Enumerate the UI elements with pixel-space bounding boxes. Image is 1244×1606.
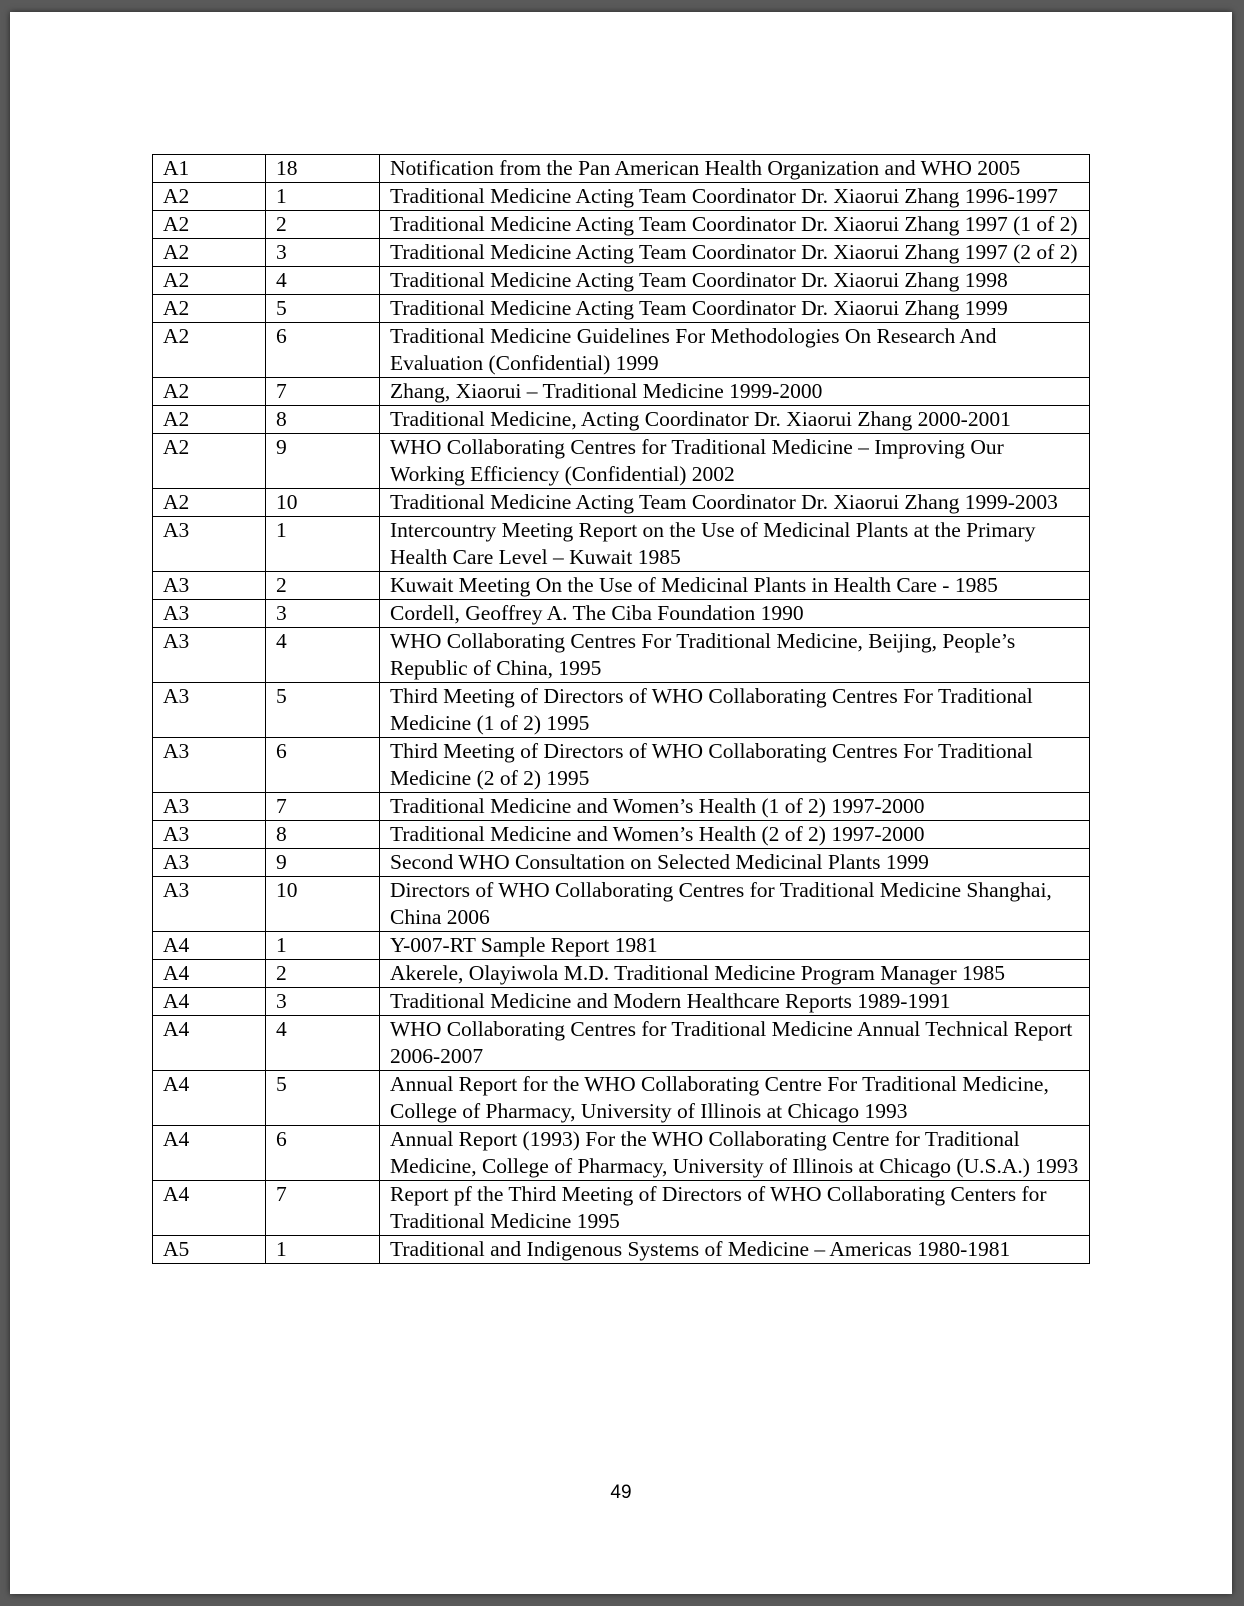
folder-cell: 5 — [266, 1071, 380, 1126]
folder-cell: 1 — [266, 183, 380, 211]
table-row — [153, 406, 1090, 434]
title-cell: Annual Report for the WHO Collaborating Centre For Traditional Medicine, College of Pharmacy, University of Illinois at Chicago 1993 — [380, 1071, 1090, 1126]
table-row — [153, 877, 1090, 932]
box-cell: A2 — [153, 267, 266, 295]
box-cell: A4 — [153, 1126, 266, 1181]
inventory-table-body — [153, 155, 1090, 1264]
title-cell: WHO Collaborating Centres for Traditional Medicine Annual Technical Report 2006-2007 — [380, 1016, 1090, 1071]
folder-cell: 4 — [266, 267, 380, 295]
title-cell: Directors of WHO Collaborating Centres for Traditional Medicine Shanghai, China 2006 — [380, 877, 1090, 932]
folder-cell: 18 — [266, 155, 380, 183]
title-cell: Traditional Medicine Acting Team Coordinator Dr. Xiaorui Zhang 1999 — [380, 295, 1090, 323]
table-row — [153, 683, 1090, 738]
folder-cell: 7 — [266, 1181, 380, 1236]
title-cell: Zhang, Xiaorui – Traditional Medicine 1999-2000 — [380, 378, 1090, 406]
folder-cell: 5 — [266, 295, 380, 323]
folder-cell: 8 — [266, 406, 380, 434]
box-cell: A3 — [153, 738, 266, 793]
title-cell: Annual Report (1993) For the WHO Collaborating Centre for Traditional Medicine, College of Pharmacy, University of Illinois at Chicago (U.S.A.) 1993 — [380, 1126, 1090, 1181]
folder-cell: 10 — [266, 877, 380, 932]
folder-cell: 1 — [266, 517, 380, 572]
folder-cell: 2 — [266, 572, 380, 600]
table-row — [153, 1236, 1090, 1264]
title-cell: Traditional Medicine Guidelines For Methodologies On Research And Evaluation (Confidential) 1999 — [380, 323, 1090, 378]
box-cell: A4 — [153, 932, 266, 960]
title-cell: Traditional Medicine and Modern Healthcare Reports 1989-1991 — [380, 988, 1090, 1016]
title-cell: Traditional Medicine Acting Team Coordinator Dr. Xiaorui Zhang 1999-2003 — [380, 489, 1090, 517]
title-cell: Akerele, Olayiwola M.D. Traditional Medicine Program Manager 1985 — [380, 960, 1090, 988]
title-cell: Traditional Medicine Acting Team Coordinator Dr. Xiaorui Zhang 1996-1997 — [380, 183, 1090, 211]
folder-cell: 7 — [266, 793, 380, 821]
folder-cell: 4 — [266, 628, 380, 683]
title-cell: WHO Collaborating Centres for Traditional Medicine – Improving Our Working Efficiency (Confidential) 2002 — [380, 434, 1090, 489]
box-cell: A2 — [153, 323, 266, 378]
title-cell: Intercountry Meeting Report on the Use of Medicinal Plants at the Primary Health Care Level – Kuwait 1985 — [380, 517, 1090, 572]
box-cell: A3 — [153, 877, 266, 932]
title-cell: Traditional Medicine, Acting Coordinator Dr. Xiaorui Zhang 2000-2001 — [380, 406, 1090, 434]
title-cell: Y-007-RT Sample Report 1981 — [380, 932, 1090, 960]
box-cell: A2 — [153, 295, 266, 323]
box-cell: A2 — [153, 239, 266, 267]
document-page — [10, 12, 1232, 1594]
table-row — [153, 628, 1090, 683]
box-cell: A2 — [153, 183, 266, 211]
table-row — [153, 517, 1090, 572]
title-cell: Cordell, Geoffrey A. The Ciba Foundation 1990 — [380, 600, 1090, 628]
box-cell: A5 — [153, 1236, 266, 1264]
folder-cell: 9 — [266, 434, 380, 489]
folder-cell: 2 — [266, 960, 380, 988]
box-cell: A3 — [153, 821, 266, 849]
table-row — [153, 1126, 1090, 1181]
title-cell: Traditional Medicine and Women’s Health (2 of 2) 1997-2000 — [380, 821, 1090, 849]
box-cell: A3 — [153, 572, 266, 600]
table-row — [153, 239, 1090, 267]
box-cell: A3 — [153, 849, 266, 877]
table-row — [153, 267, 1090, 295]
title-cell: Kuwait Meeting On the Use of Medicinal Plants in Health Care - 1985 — [380, 572, 1090, 600]
box-cell: A2 — [153, 378, 266, 406]
table-row — [153, 572, 1090, 600]
title-cell: Report pf the Third Meeting of Directors of WHO Collaborating Centers for Traditional Medicine 1995 — [380, 1181, 1090, 1236]
table-row — [153, 323, 1090, 378]
table-row — [153, 793, 1090, 821]
box-cell: A3 — [153, 600, 266, 628]
folder-cell: 9 — [266, 849, 380, 877]
folder-cell: 3 — [266, 239, 380, 267]
folder-cell: 7 — [266, 378, 380, 406]
folder-cell: 6 — [266, 323, 380, 378]
title-cell: Traditional and Indigenous Systems of Medicine – Americas 1980-1981 — [380, 1236, 1090, 1264]
page-number: 49 — [610, 1482, 632, 1503]
table-row — [153, 932, 1090, 960]
box-cell: A3 — [153, 517, 266, 572]
table-row — [153, 849, 1090, 877]
folder-cell: 6 — [266, 1126, 380, 1181]
box-cell: A2 — [153, 489, 266, 517]
table-row — [153, 295, 1090, 323]
title-cell: Second WHO Consultation on Selected Medicinal Plants 1999 — [380, 849, 1090, 877]
folder-cell: 1 — [266, 1236, 380, 1264]
folder-cell: 3 — [266, 988, 380, 1016]
folder-cell: 10 — [266, 489, 380, 517]
table-row — [153, 1071, 1090, 1126]
folder-cell: 5 — [266, 683, 380, 738]
table-row — [153, 434, 1090, 489]
box-cell: A3 — [153, 793, 266, 821]
box-cell: A4 — [153, 988, 266, 1016]
inventory-table — [152, 154, 1090, 1264]
title-cell: Third Meeting of Directors of WHO Collaborating Centres For Traditional Medicine (1 of 2) 1995 — [380, 683, 1090, 738]
folder-cell: 4 — [266, 1016, 380, 1071]
box-cell: A3 — [153, 628, 266, 683]
box-cell: A2 — [153, 406, 266, 434]
box-cell: A2 — [153, 434, 266, 489]
table-row — [153, 960, 1090, 988]
folder-cell: 3 — [266, 600, 380, 628]
title-cell: WHO Collaborating Centres For Traditional Medicine, Beijing, People’s Republic of China, 1995 — [380, 628, 1090, 683]
table-row — [153, 489, 1090, 517]
box-cell: A4 — [153, 960, 266, 988]
table-row — [153, 1181, 1090, 1236]
box-cell: A1 — [153, 155, 266, 183]
box-cell: A4 — [153, 1071, 266, 1126]
table-row — [153, 988, 1090, 1016]
title-cell: Traditional Medicine and Women’s Health (1 of 2) 1997-2000 — [380, 793, 1090, 821]
folder-cell: 6 — [266, 738, 380, 793]
box-cell: A4 — [153, 1181, 266, 1236]
table-row — [153, 378, 1090, 406]
title-cell: Notification from the Pan American Health Organization and WHO 2005 — [380, 155, 1090, 183]
box-cell: A3 — [153, 683, 266, 738]
table-row — [153, 211, 1090, 239]
folder-cell: 2 — [266, 211, 380, 239]
table-row — [153, 738, 1090, 793]
table-row — [153, 600, 1090, 628]
table-row — [153, 155, 1090, 183]
table-row — [153, 821, 1090, 849]
table-row — [153, 1016, 1090, 1071]
title-cell: Traditional Medicine Acting Team Coordinator Dr. Xiaorui Zhang 1997 (1 of 2) — [380, 211, 1090, 239]
table-row — [153, 183, 1090, 211]
folder-cell: 8 — [266, 821, 380, 849]
folder-cell: 1 — [266, 932, 380, 960]
box-cell: A2 — [153, 211, 266, 239]
box-cell: A4 — [153, 1016, 266, 1071]
title-cell: Traditional Medicine Acting Team Coordinator Dr. Xiaorui Zhang 1997 (2 of 2) — [380, 239, 1090, 267]
title-cell: Third Meeting of Directors of WHO Collaborating Centres For Traditional Medicine (2 of 2) 1995 — [380, 738, 1090, 793]
title-cell: Traditional Medicine Acting Team Coordinator Dr. Xiaorui Zhang 1998 — [380, 267, 1090, 295]
